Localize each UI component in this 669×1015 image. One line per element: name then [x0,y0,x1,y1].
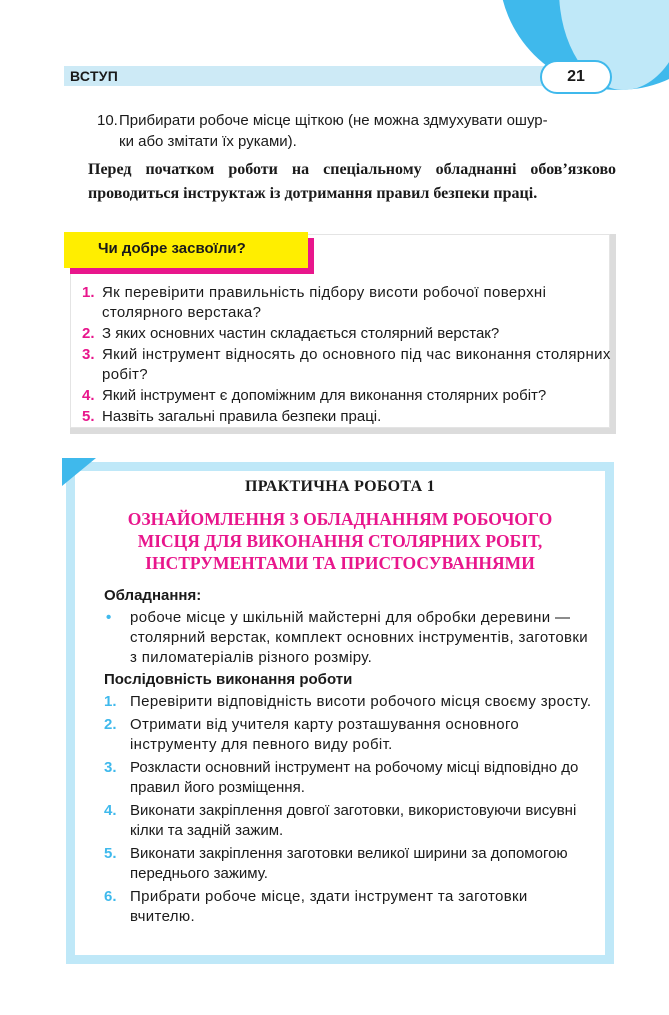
equipment-label: Обладнання: [104,587,202,604]
safety-instruction-paragraph: Перед початком роботи на спеціальному обладнанні обов’язково проводиться інструктаж із дотримання правил безпеки праці. [88,161,616,202]
quiz-question [82,324,612,344]
step-number: 3. [104,759,117,776]
question-text: Назвіть загальні правила безпеки праці. [102,408,382,425]
step-text: Отримати від учителя карту розташування основного інструменту для певного виду робіт. [130,716,520,753]
question-number: 5. [82,408,95,425]
practical-work-title [66,508,614,574]
quiz-question [82,345,612,385]
step-text: Прибрати робоче місце, здати інструмент та заготовки вчителю. [130,888,528,925]
equipment-item [104,608,596,668]
step-item [104,758,596,798]
page-number: 21 [540,60,612,94]
section-label: ВСТУП [70,68,119,84]
question-text: Як перевірити правильність підбору висоти робочої поверхні столярного верстака? [102,284,547,321]
title-line: МІСЦЯ ДЛЯ ВИКОНАННЯ СТОЛЯРНИХ РОБІТ, [137,531,543,551]
equipment-text: робоче місце у шкільній майстерні для обробки деревини — столярний верстак, комплект основних інструментів, заготовки з пиломатеріалів різного розміру. [130,609,588,666]
rule-line-2: ки або змітати їх руками). [119,133,297,150]
quiz-question [82,283,612,323]
title-line: ІНСТРУМЕНТАМИ ТА ПРИСТОСУВАННЯМИ [145,553,535,573]
step-number: 1. [104,693,117,710]
steps-list [104,692,596,927]
sequence-label: Послідовність виконання роботи [104,671,353,688]
question-number: 3. [82,346,95,363]
question-text: Який інструмент є допоміжним для виконання столярних робіт? [102,387,547,404]
title-line: ОЗНАЙОМЛЕННЯ З ОБЛАДНАННЯМ РОБОЧОГО [127,509,553,529]
question-number: 1. [82,284,95,301]
rule-number: 10. [97,112,118,129]
question-text: Який інструмент відносять до основного під час виконання столярних робіт? [102,346,611,383]
quiz-question [82,386,612,406]
step-item [104,715,596,755]
question-number: 4. [82,387,95,404]
step-item [104,844,596,884]
rule-10 [97,110,617,152]
quiz-title: Чи добре засвоїли? [98,240,246,257]
step-text: Перевірити відповідність висоти робочого місця своєму зросту. [130,693,592,710]
step-text: Розкласти основний інструмент на робочому місці відповідно до правил його розміщення. [130,759,579,796]
step-number: 5. [104,845,117,862]
practical-work-body [104,586,596,930]
step-number: 6. [104,888,117,905]
quiz-question-list [82,283,612,428]
step-text: Виконати закріплення довгої заготовки, використовуючи висувні кілки та задній зажим. [130,802,577,839]
step-number: 2. [104,716,117,733]
question-text: З яких основних частин складається столярний верстак? [102,325,500,342]
practical-work-heading: ПРАКТИЧНА РОБОТА 1 [244,478,436,495]
bullet-dot: • [106,609,112,626]
question-number: 2. [82,325,95,342]
step-item [104,801,596,841]
header-bar [64,66,554,86]
quiz-question [82,407,612,427]
step-item [104,887,596,927]
step-text: Виконати закріплення заготовки великої ширини за допомогою переднього зажиму. [130,845,568,882]
step-number: 4. [104,802,117,819]
rule-line-1: Прибирати робоче місце щіткою (не можна здмухувати ошур- [119,112,548,129]
step-item [104,692,596,712]
